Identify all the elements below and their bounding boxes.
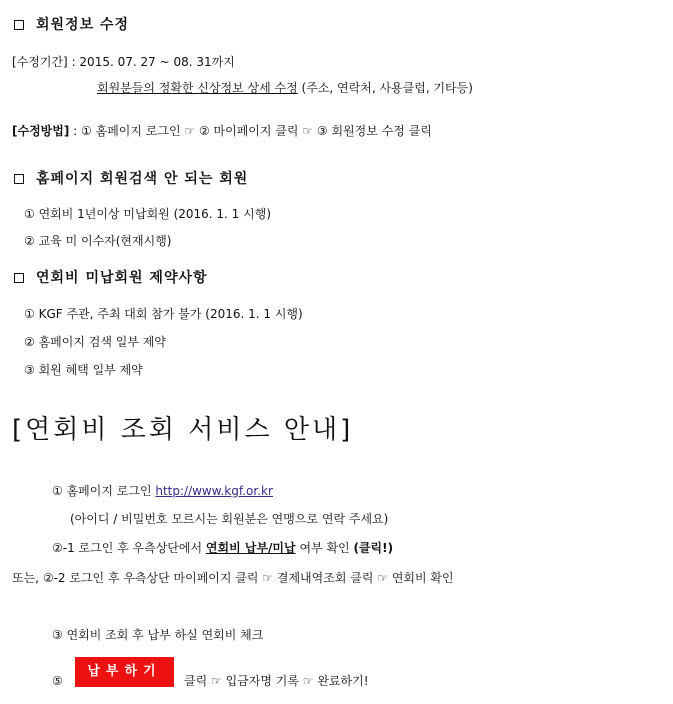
edit-period: [수정기간] : 2015. 07. 27 ~ 08. 31까지	[12, 55, 235, 69]
service-step-3: ③ 연회비 조회 후 납부 하실 연회비 체크	[52, 628, 264, 642]
list-item: ② 홈페이지 검색 일부 제약	[24, 335, 166, 349]
service-title: [연회비 조회 서비스 안내]	[12, 415, 354, 445]
list-item: ② 교육 미 이수자(현재시행)	[24, 234, 172, 248]
kgf-homepage-link[interactable]: http://www.kgf.or.kr	[155, 484, 273, 498]
service-step-1-note: (아이디 / 비밀번호 모르시는 회원분은 연맹으로 연락 주세요)	[70, 512, 389, 526]
pay-button[interactable]: 납부하기	[75, 657, 174, 687]
service-step-5-tail: 클릭 ☞ 입금자명 기록 ☞ 완료하기!	[184, 674, 369, 688]
checkbox-square-icon	[14, 273, 24, 283]
checkbox-square-icon	[14, 20, 24, 30]
list-item: ① 연회비 1년이상 미납회원 (2016. 1. 1 시행)	[24, 207, 271, 221]
list-item: ③ 회원 혜택 일부 제약	[24, 363, 143, 377]
section-heading-member-info: 회원정보 수정	[14, 17, 129, 33]
checkbox-square-icon	[14, 174, 24, 184]
fee-status-link[interactable]: 연회비 납부/미납	[205, 541, 296, 555]
list-item: ① KGF 주관, 주최 대회 참가 불가 (2016. 1. 1 시행)	[24, 307, 303, 321]
service-step-5-number: ⑤	[52, 674, 63, 688]
edit-method: [수정방법] : ① 홈페이지 로그인 ☞ ② 마이페이지 클릭 ☞ ③ 회원정보 수정 클릭	[12, 124, 432, 138]
service-step-2-1: ②-1 로그인 후 우측상단에서 연회비 납부/미납 여부 확인 (클릭!)	[52, 541, 394, 555]
section-heading-unpaid-restrictions: 연회비 미납회원 제약사항	[14, 270, 208, 286]
service-step-2-2: 또는, ②-2 로그인 후 우측상단 마이페이지 클릭 ☞ 결제내역조회 클릭 ☞ 연회비 확인	[12, 571, 454, 585]
section-heading-search-excluded: 홈페이지 회원검색 안 되는 회원	[14, 171, 248, 187]
edit-notice: 회원분들의 정확한 신상정보 상세 수정 (주소, 연락처, 사용클럽, 기타등)	[97, 81, 473, 95]
service-step-1: ① 홈페이지 로그인 http://www.kgf.or.kr	[52, 484, 273, 498]
